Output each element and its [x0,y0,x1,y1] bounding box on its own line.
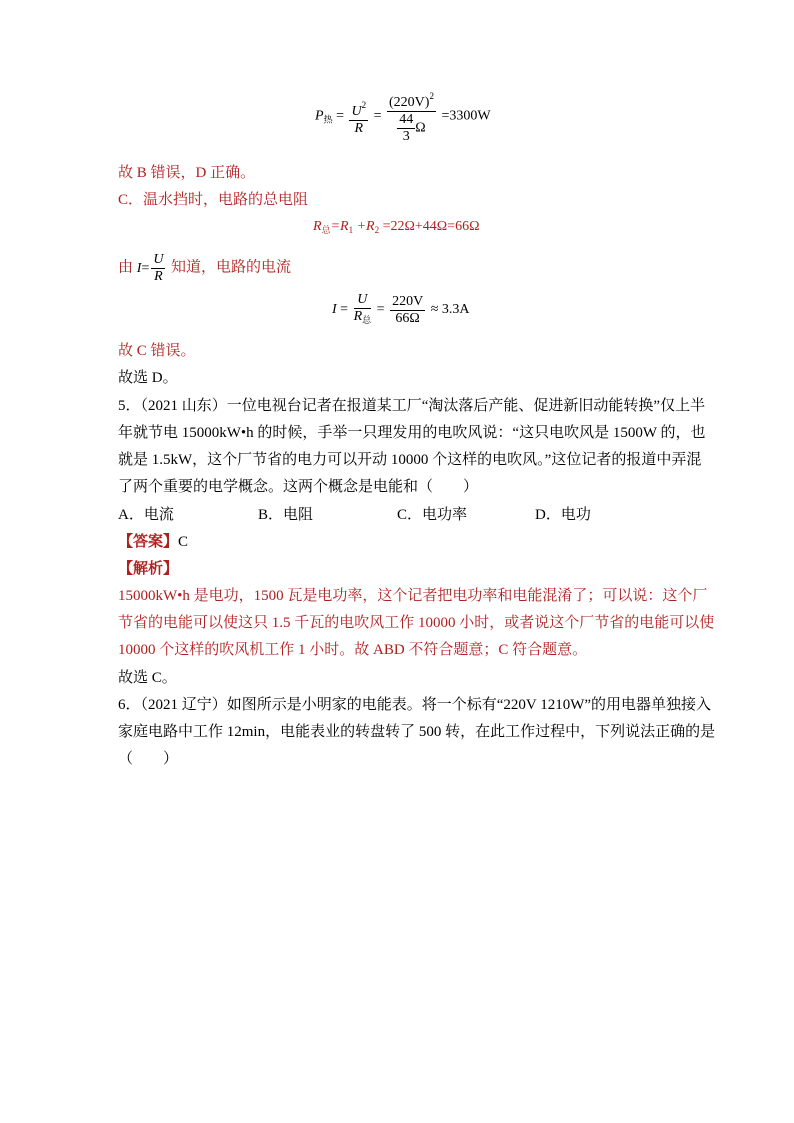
formula-symbol: P [315,108,324,124]
question-6-text: 6．（2021 辽宁）如图所示是小明家的电能表。将一个标有“220V 1210W”的用电器单独接入 [118,697,712,713]
text-line: C．温水挡时，电路的总电阻 [118,192,309,208]
text-line: 故选 D。 [118,370,178,386]
analysis-label: 【解析】 [118,561,179,577]
question-5-text: 了两个重要的电学概念。这两个概念是电能和（ ） [118,479,479,495]
fraction-denominator: R [154,269,163,284]
fraction-numerator: U [351,103,362,119]
fraction [349,97,368,137]
exponent: 2 [429,91,434,101]
formula-result: =22Ω+44Ω=66Ω [379,219,480,234]
formula-term: +R [353,219,375,234]
formula-subscript: 1 [348,225,354,235]
equals-sign: = [340,302,349,318]
total-resistance-formula [313,219,479,236]
question-5-text: 5．（2021 山东）一位电视台记者在报道某工厂“淘汰落后产能、促进新旧动能转换”仅上半 [118,398,706,414]
text-segment: 知道，电路的电流 [170,259,291,276]
question-6-text: 家庭电路中工作 12min，电能表业的转盘转了 500 转，在此工作过程中，下列说法正确的是 [118,724,716,740]
current-formula [332,292,469,328]
fraction [354,292,372,328]
fraction-numerator: U [153,252,164,267]
ohms-law-formula [136,252,171,284]
text-segment: 由 [118,259,134,276]
answer-value: C [178,534,189,550]
heating-power-formula [315,88,491,145]
analysis-text: 10000 个这样的吹风机工作 1 小时。故 ABD 不符合题意；C 符合题意。 [118,642,588,658]
exponent: 2 [361,99,367,110]
formula-symbol: R [313,219,322,234]
formula-symbol: I [136,260,142,276]
equals-sign: = [141,260,150,276]
question-6-text: （ ） [118,751,179,767]
answer-label: 【答案】 [118,534,179,550]
fraction-numerator: 220V [392,293,424,309]
formula-term: =R [330,219,349,234]
fraction-denominator: R [353,309,363,324]
equals-sign: = [376,302,385,318]
fraction-denominator: 66Ω [395,310,420,326]
fraction-denominator: R [354,120,364,136]
equals-sign: = [373,108,382,124]
option-c: C．电功率 [397,507,468,523]
analysis-text: 节省的电能可以使这只 1.5 千瓦的电吹风工作 10000 小时，或者说这个厂节省的电能可以使 [118,615,715,631]
unit: Ω [415,120,426,136]
fraction-numerator: 44 [399,112,414,127]
text-line: 故 B 错误，D 正确。 [118,165,256,181]
question-5-text: 就是 1.5kW，这个厂节省的电力可以开动 10000 个这样的电吹风。”这位记者的报道中弄混 [118,452,702,468]
formula-subscript: 总 [321,225,331,235]
option-b: B．电阻 [258,507,314,523]
formula-subscript: 热 [323,114,333,125]
option-d: D．电功 [535,507,591,523]
formula-subscript: 总 [362,315,372,325]
formula-subscript: 2 [374,225,380,235]
formula-symbol: I [332,302,337,318]
option-a: A．电流 [118,507,174,523]
text-line: 故 C 错误。 [118,343,196,359]
equals-sign: = [336,108,344,124]
formula-result: =3300W [441,108,491,124]
text-line-with-formula [118,252,291,285]
nested-fraction [397,112,415,145]
fraction [151,252,165,285]
fraction-numerator: (220V) [389,95,430,110]
fraction [387,88,436,145]
text-line: 故选 C。 [118,670,177,686]
question-5-text: 年就节电 15000kW•h 的时候，手举一只理发用的电吹风说：“这只电吹风是 1500W 的，也 [118,425,706,441]
formula-result: ≈ 3.3A [430,302,470,318]
analysis-text: 15000kW•h 是电功，1500 瓦是电功率，这个记者把电功率和电能混淆了；可以说：这个厂 [118,588,708,604]
fraction [390,294,425,327]
fraction-numerator: U [354,292,372,309]
fraction-denominator: 3 [402,129,410,144]
answer-line [118,532,188,552]
